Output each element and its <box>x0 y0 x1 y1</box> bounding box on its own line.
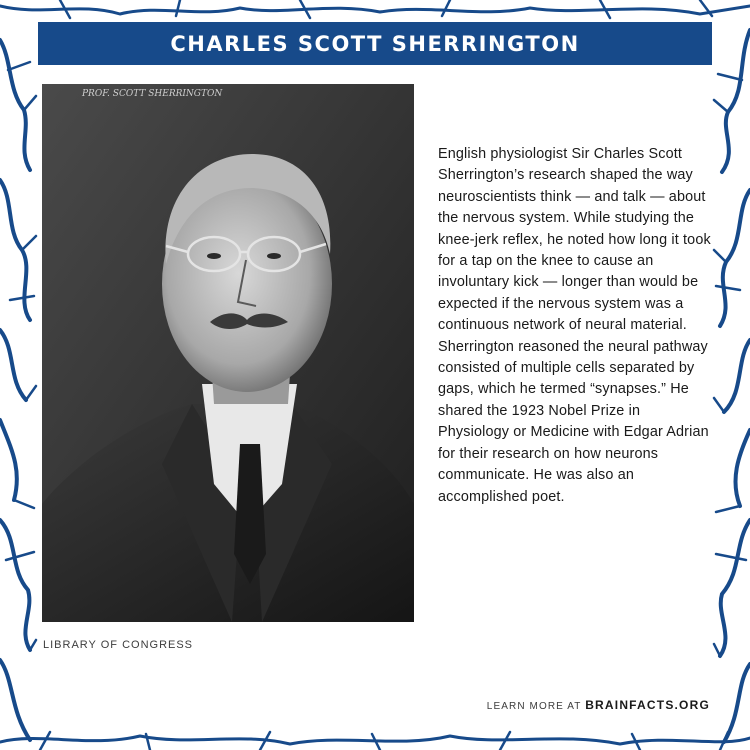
profile-card <box>38 22 712 728</box>
bio-text: English physiologist Sir Charles Scott Sherrington’s research shaped the way neuroscientists think — and talk — about the nervous system. While studying the knee-jerk reflex, he noted how long it took for a tap on the knee to cause an involuntary kick — longer than would be expected if the nervous system was a continuous network of neural material. Sherrington reasoned the neural pathway consisted of multiple cells separated by gaps, which he termed “synapses.” He shared the 1923 Nobel Prize in Physiology or Medicine with Edgar Adrian for their research on how neurons communicate. He was also an accomplished poet. <box>438 146 711 505</box>
photo-credit: LIBRARY OF CONGRESS <box>43 639 194 651</box>
portrait-illustration <box>42 84 414 622</box>
portrait-photo <box>42 84 414 622</box>
title-bar <box>38 22 712 65</box>
photo-inscription: PROF. SCOTT SHERRINGTON <box>82 89 223 99</box>
site-name: BRAINFACTS.ORG <box>585 698 710 712</box>
page-title: CHARLES SCOTT SHERRINGTON <box>170 31 580 56</box>
learn-more-prefix: LEARN MORE AT <box>486 701 586 712</box>
learn-more-link[interactable] <box>487 698 710 712</box>
